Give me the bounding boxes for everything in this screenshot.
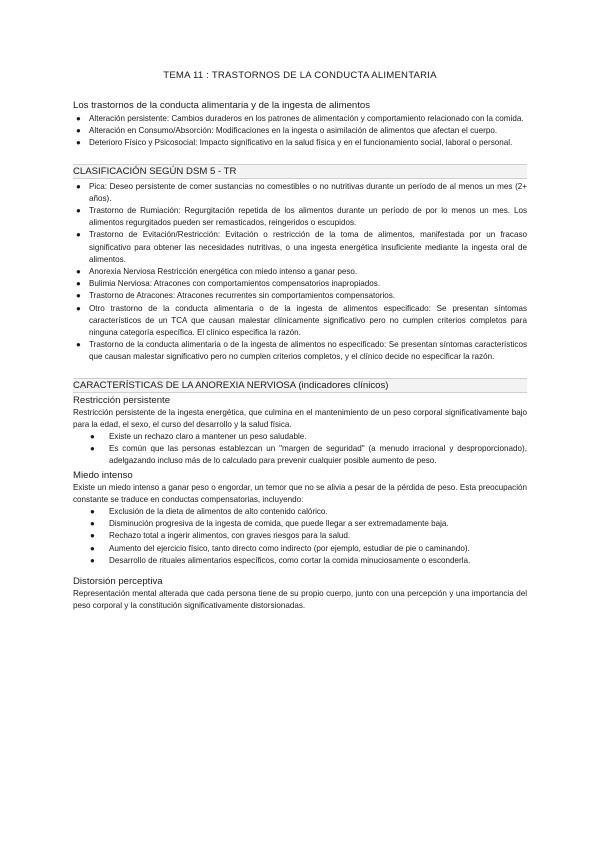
bullet-icon: ●: [90, 507, 95, 517]
classification-heading: CLASIFICACIÓN SEGÚN DSM 5 - TR: [73, 164, 527, 179]
list-item: ● Trastorno de la conducta alimentaria o de la ingesta de alimentos no especificado: Se presentan síntomas característicos que causan malestar significativo pero no cumplen criterios completos, y el clínico decide no especificar la razón.: [76, 340, 527, 362]
restriction-heading: Restricción persistente: [73, 394, 171, 406]
list-item: ● Deterioro Físico y Psicosocial: Impacto significativo en la salud física y en el funcionamiento social, laboral o personal.: [73, 137, 527, 149]
list-item: ● Alteración persistente: Cambios duraderos en los patrones de alimentación y comportamiento relacionado con la comida.: [73, 113, 527, 125]
restriction-text: Restricción persistente de la ingesta energética, que culmina en el mantenimiento de un peso corporal significativamente bajo para la edad, el sexo, el curso del desarrollo y la salud física.: [73, 407, 527, 429]
list-item: ● Existe un rechazo claro a mantener un peso saludable.: [73, 431, 527, 443]
list-item: ● Alteración en Consumo/Absorción: Modificaciones en la ingesta o asimilación de alimentos que afectan el cuerpo.: [73, 125, 527, 137]
bullet-icon: ●: [76, 267, 81, 277]
bullet-icon: ●: [76, 126, 81, 136]
bullet-icon: ●: [76, 279, 81, 289]
list-item: ● Es común que las personas establezcan un "margen de seguridad" (a menudo irracional y desproporcionado), adelgazando incluso más de lo calculado para prevenir cualquier posible aumento de peso.: [90, 444, 527, 466]
intro-list: [73, 113, 527, 150]
bullet-icon: ●: [90, 519, 95, 529]
classification-list: [73, 181, 527, 364]
bullet-icon: ●: [90, 555, 95, 565]
list-item: ● Otro trastorno de la conducta alimentaria o de la ingesta de alimentos especificado: Se presentan síntomas característicos de un TCA que causan malestar clínicamente significativo pero no cumplen criterios completos para ninguna categoría específica. El clínico especifica la razón.: [76, 303, 527, 338]
fear-text: Existe un miedo intenso a ganar peso o engordar, un temor que no se alivia a pesar de la pérdida de peso. Esta preocupación constante se traduce en conductas compensatorias, incluyendo:: [73, 482, 527, 504]
bullet-icon: ●: [76, 230, 81, 240]
bullet-icon: ●: [76, 114, 81, 123]
distortion-heading: Distorsión perceptiva: [73, 576, 163, 588]
distortion-text: Representación mental alterada que cada persona tiene de su propio cuerpo, junto con una percepción y una importancia del peso corporal y la constitución significativamente distorsionadas.: [73, 589, 527, 611]
list-item: ● Desarrollo de rituales alimentarios específicos, como cortar la comida minuciosamente o esconderla.: [73, 555, 527, 567]
bullet-icon: ●: [90, 432, 95, 442]
bullet-icon: ●: [76, 206, 81, 216]
bullet-icon: ●: [76, 340, 81, 350]
list-item: ● Rechazo total a ingerir alimentos, con graves riesgos para la salud.: [73, 530, 527, 542]
list-item: ● Anorexia Nerviosa Restricción energética con miedo intenso a ganar peso.: [73, 266, 527, 278]
list-item: ● Trastorno de Atracones: Atracones recurrentes sin comportamientos compensatorios.: [73, 290, 527, 302]
bullet-icon: ●: [76, 138, 81, 148]
bullet-icon: ●: [90, 444, 95, 454]
list-item: ● Aumento del ejercicio físico, tanto directo como indirecto (por ejemplo, estudiar de pie o caminando).: [73, 543, 527, 555]
intro-heading: Los trastornos de la conducta alimentaria y de la ingesta de alimentos: [73, 100, 371, 111]
bullet-icon: ●: [90, 543, 95, 553]
document-title: TEMA 11 : TRASTORNOS DE LA CONDUCTA ALIMENTARIA: [163, 70, 437, 81]
list-item: ● Trastorno de Rumiación: Regurgitación repetida de los alimentos durante un período de por lo menos un mes. Los alimentos regurgitados pueden ser remasticados, reingeridos o escupidos.: [76, 206, 527, 228]
list-item: ● Trastorno de Evitación/Restricción: Evitación o restricción de la toma de alimentos, manifestada por un fracaso significativo para obtener las necesidades nutritivas, o una ingesta energética insuficiente mediante la ingesta oral de alimentos.: [76, 230, 527, 264]
bullet-icon: ●: [90, 531, 95, 541]
list-item: ● Disminución progresiva de la ingesta de comida, que puede llegar a ser extremadamente baja.: [73, 518, 527, 530]
list-item: ● Bulimia Nerviosa: Atracones con comportamientos compensatorios inapropiados.: [73, 278, 527, 290]
fear-heading: Miedo intenso: [73, 469, 133, 481]
bullet-icon: ●: [76, 303, 81, 313]
list-item: ● Pica: Deseo persistente de comer sustancias no comestibles o no nutritivas durante un período de al menos un mes (2+ años).: [76, 181, 527, 203]
anorexia-heading: CARACTERÍSTICAS DE LA ANOREXIA NERVIOSA (indicadores clínicos): [73, 378, 527, 393]
fear-list: [73, 506, 527, 567]
restriction-list: [73, 431, 527, 468]
bullet-icon: ●: [76, 181, 81, 191]
bullet-icon: ●: [76, 291, 81, 301]
list-item: ● Exclusión de la dieta de alimentos de alto contenido calórico.: [73, 506, 527, 518]
